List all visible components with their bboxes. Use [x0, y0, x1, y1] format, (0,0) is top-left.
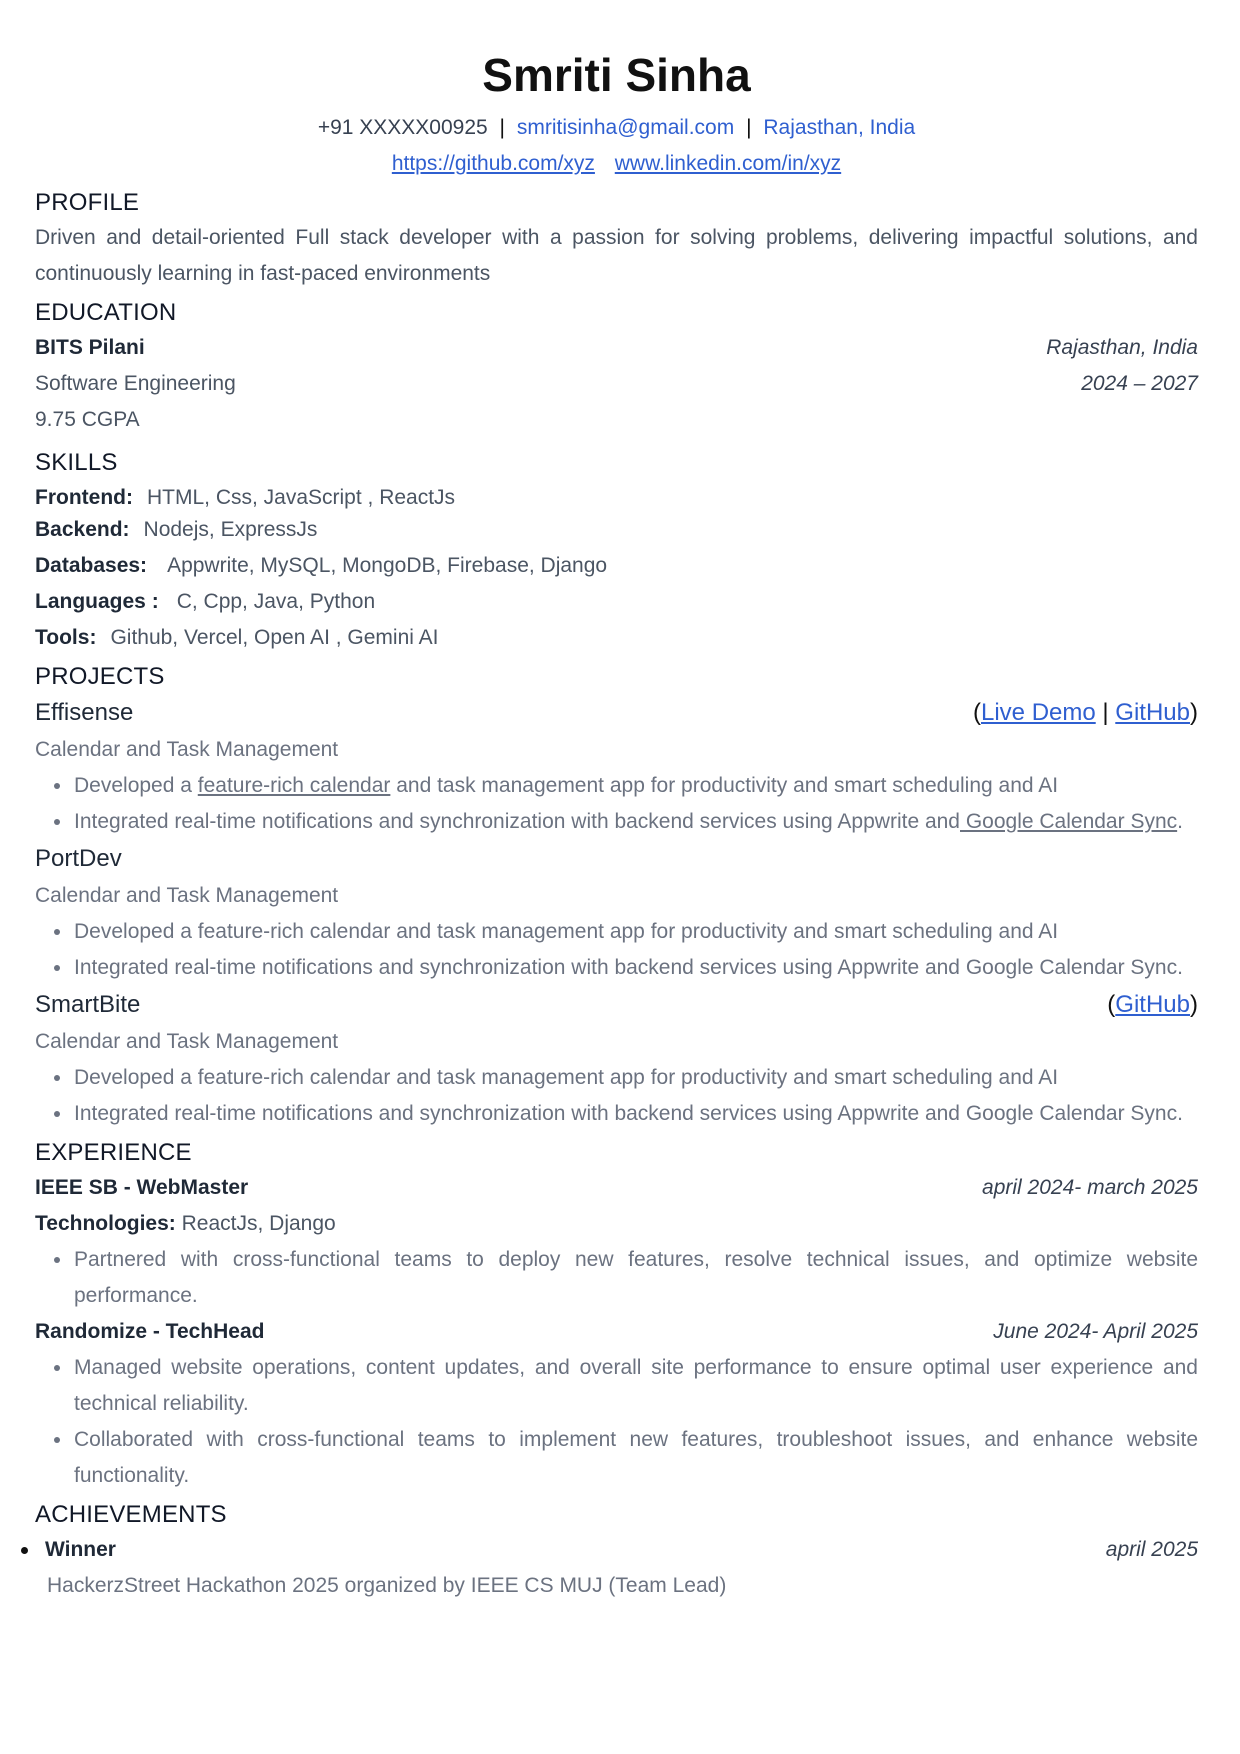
location-text: Rajasthan, India [763, 116, 916, 139]
contact-line [35, 110, 1198, 146]
experience-dates: June 2024- April 2025 [993, 1320, 1198, 1343]
google-calendar-link[interactable]: Google Calendar Sync [960, 810, 1178, 833]
skill-key: Languages : [35, 590, 159, 613]
project-subtitle: Calendar and Task Management [35, 1030, 339, 1053]
github-link[interactable]: https://github.com/xyz [391, 152, 595, 175]
github-link[interactable]: GitHub [1115, 991, 1190, 1018]
bullet-text: . [1177, 810, 1183, 833]
education-dates: 2024 – 2027 [1081, 372, 1198, 395]
section-title-profile: PROFILE [35, 189, 140, 216]
linkedin-link[interactable]: www.linkedin.com/in/xyz [614, 152, 842, 175]
profile-text: Driven and detail-oriented Full stack developer with a passion for solving problems, delivering impactful solutions, and continuously learning in fast-paced environments [35, 226, 1198, 285]
project-links: (Live Demo | GitHub) [973, 699, 1198, 726]
achievement-desc: HackerzStreet Hackathon 2025 organized by IEEE CS MUJ (Team Lead) [47, 1574, 727, 1597]
degree-name: Software Engineering [35, 372, 236, 395]
skill-key: Backend: [35, 518, 130, 541]
skill-row-frontend [35, 480, 1198, 516]
skill-row-tools [35, 620, 1198, 656]
separator: | [1102, 699, 1109, 726]
project-links: (GitHub) [1107, 991, 1198, 1018]
list-item: Developed a feature-rich calendar and task management app for productivity and smart scheduling and AI [74, 914, 1198, 950]
list-item: Integrated real-time notifications and synchronization with backend services using Appwrite and Google Calendar Sync. [74, 1096, 1198, 1132]
skill-key: Frontend: [35, 486, 133, 509]
bullet-text: Developed a [74, 774, 198, 797]
resume-name: Smriti Sinha [482, 49, 751, 101]
grade-row [35, 402, 1198, 438]
school-name: BITS Pilani [35, 336, 145, 359]
list-item: Integrated real-time notifications and synchronization with backend services using Appwrite and Google Calendar Sync. [74, 950, 1198, 986]
list-item [74, 804, 1198, 840]
skill-key: Databases: [35, 554, 148, 577]
project-header-portdev [35, 840, 1198, 878]
project-bullets [35, 914, 1198, 986]
project-name: PortDev [35, 845, 122, 872]
list-item [74, 768, 1198, 804]
skill-value: Nodejs, ExpressJs [143, 518, 318, 541]
education-row [35, 330, 1198, 366]
skill-value: C, Cpp, Java, Python [176, 590, 376, 613]
section-title-experience: EXPERIENCE [35, 1139, 192, 1166]
project-subtitle: Calendar and Task Management [35, 884, 339, 907]
project-bullets [35, 1060, 1198, 1132]
project-header-smartbite [35, 986, 1198, 1024]
experience-role: IEEE SB - WebMaster [35, 1176, 249, 1199]
skill-row-languages [35, 584, 1198, 620]
technologies-label: Technologies: [35, 1212, 176, 1235]
section-title-achievements: ACHIEVEMENTS [35, 1501, 227, 1528]
project-header-effisense [35, 694, 1198, 732]
bullet-text: and task management app for productivity and smart scheduling and AI [390, 774, 1059, 797]
bullet-text: Integrated real-time notifications and synchronization with backend services using Appwrite and [74, 810, 960, 833]
email-link[interactable]: smritisinha@gmail.com [516, 116, 735, 139]
achievement-row [21, 1532, 1198, 1568]
degree-row [35, 366, 1198, 402]
experience-header [35, 1170, 1198, 1206]
separator: | [499, 116, 506, 139]
experience-bullets [35, 1242, 1198, 1314]
section-title-skills: SKILLS [35, 449, 118, 476]
separator: | [746, 116, 752, 139]
bullet-dot-icon [21, 1547, 28, 1554]
skill-key: Tools: [35, 626, 97, 649]
links-line [35, 146, 1198, 182]
achievement-date: april 2025 [1105, 1538, 1198, 1561]
list-item: Developed a feature-rich calendar and task management app for productivity and smart scheduling and AI [74, 1060, 1198, 1096]
grade-text: 9.75 CGPA [35, 408, 140, 431]
skill-value: HTML, Css, JavaScript , ReactJs [146, 486, 456, 509]
skill-row-backend [35, 512, 1198, 548]
experience-dates: april 2024- march 2025 [982, 1176, 1198, 1199]
phone-number: +91 XXXXX00925 [317, 116, 488, 139]
technologies-value: ReactJs, Django [181, 1212, 336, 1235]
skill-value: Appwrite, MySQL, MongoDB, Firebase, Django [167, 554, 608, 577]
achievement-title: Winner [45, 1538, 116, 1561]
experience-bullets [35, 1350, 1198, 1494]
skill-value: Github, Vercel, Open AI , Gemini AI [110, 626, 439, 649]
school-location: Rajasthan, India [1046, 336, 1198, 359]
section-title-projects: PROJECTS [35, 663, 165, 690]
section-title-education: EDUCATION [35, 299, 177, 326]
project-name: Effisense [35, 699, 134, 726]
project-subtitle: Calendar and Task Management [35, 738, 339, 761]
feature-link[interactable]: feature-rich calendar [197, 774, 391, 797]
skill-row-databases [35, 548, 1198, 584]
live-demo-link[interactable]: Live Demo [981, 699, 1096, 726]
list-item: Managed website operations, content updates, and overall site performance to ensure optimal user experience and technical reliability. [74, 1350, 1198, 1422]
project-name: SmartBite [35, 991, 141, 1018]
project-bullets [35, 768, 1198, 840]
list-item: Partnered with cross-functional teams to deploy new features, resolve technical issues, and optimize website performance. [74, 1242, 1198, 1314]
experience-header [35, 1314, 1198, 1350]
experience-role: Randomize - TechHead [35, 1320, 265, 1343]
technologies-row [35, 1206, 1198, 1242]
list-item: Collaborated with cross-functional teams to implement new features, troubleshoot issues, and enhance website functionality. [74, 1422, 1198, 1494]
github-link[interactable]: GitHub [1115, 699, 1190, 726]
